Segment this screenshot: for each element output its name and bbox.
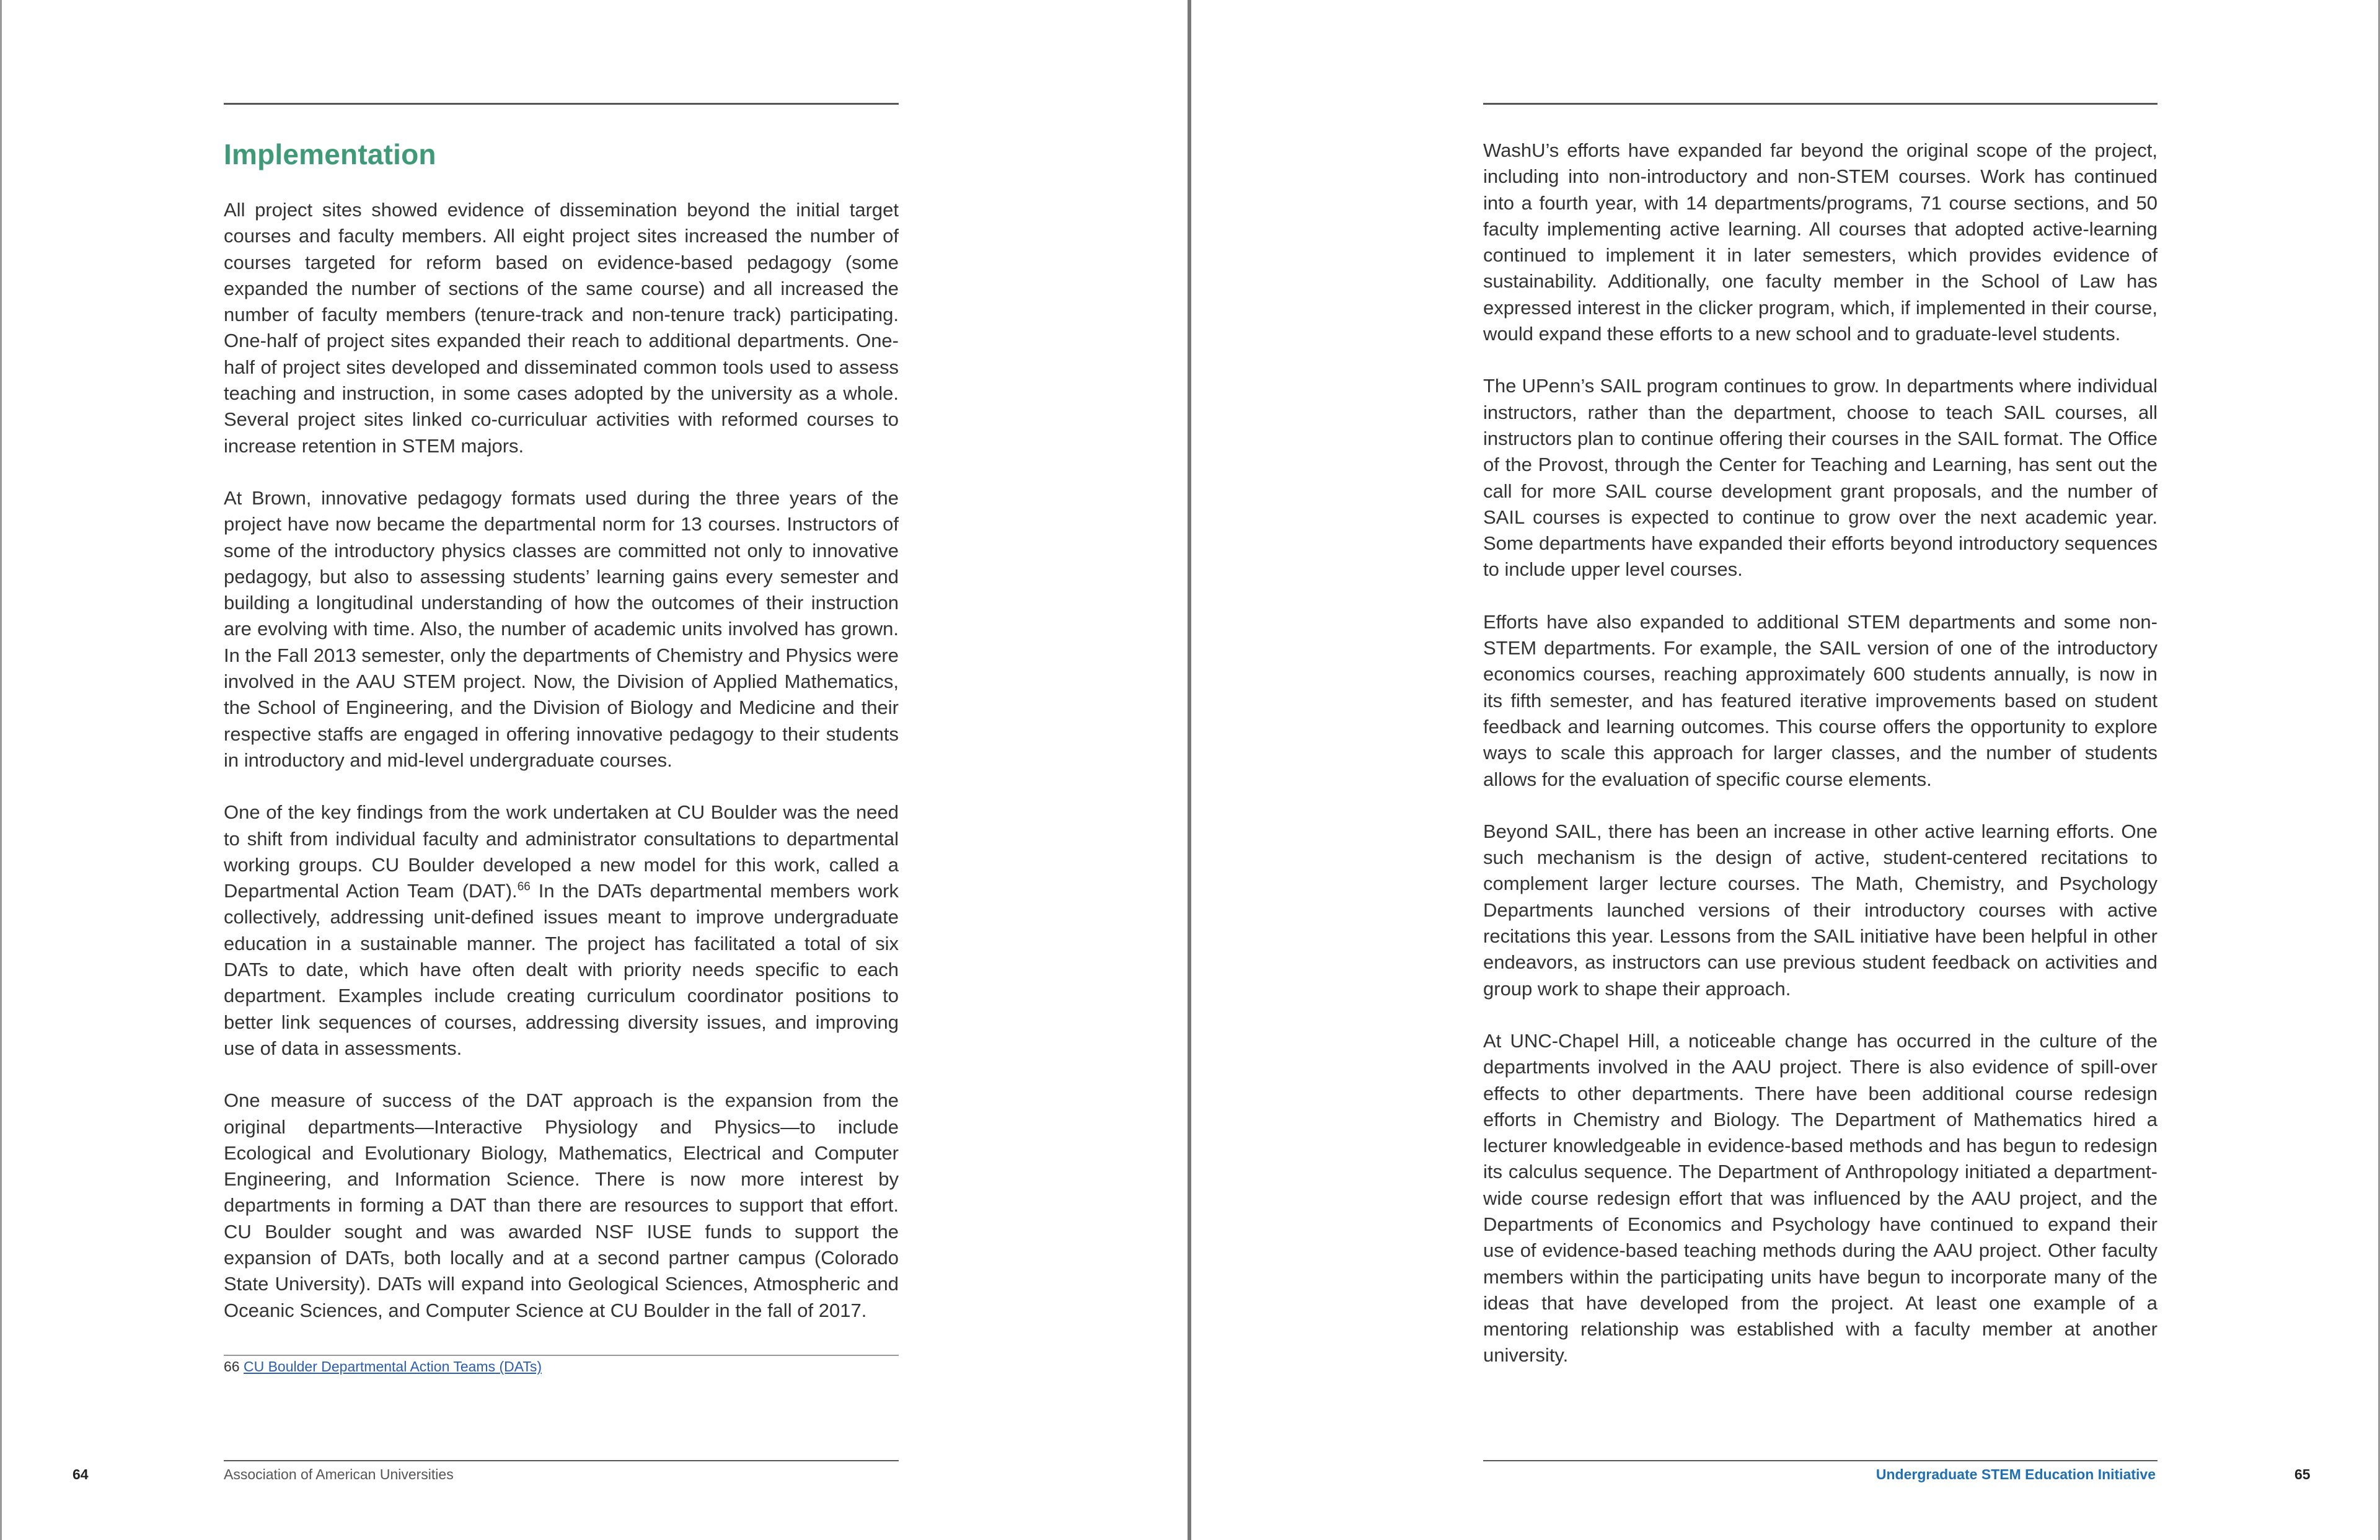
footer-publisher: Association of American Universities: [224, 1466, 454, 1482]
paragraph-dissemination: All project sites showed evidence of dissemination beyond the initial target courses and faculty members. All eight project sites increased the number of courses targeted for reform based on evidence-based pedagogy (some expanded the number of sections of the same course) and all increased the number of faculty members (tenure-track and non-tenure track) participating. One-half of project sites expanded their reach to additional departments. One-half of project sites developed and disseminated common tools used to assess teaching and instruction, in some cases adopted by the university as a whole. Several project sites linked co-curriculuar activities with reformed courses to increase retention in STEM majors.: [224, 199, 899, 457]
paragraph-unc: At UNC-Chapel Hill, a noticeable change has occurred in the culture of the departments involved in the AAU project. There is also evidence of spill-over effects to other departments. There have been additional course redesign efforts in Chemistry and Biology. The Department of Mathematics hired a lecturer knowledgeable in evidence-based methods and has begun to redesign its calculus sequence. The Department of Anthropology initiated a department-wide course redesign effort that was influenced by the AAU project, and the Departments of Economics and Psychology have continued to expand their use of evidence-based teaching methods during the AAU project. Other faculty members within the participating units have begun to incorporate many of the ideas that have developed from the project. At least one example of a mentoring relationship was established with a faculty member at another university.: [1483, 1029, 2157, 1366]
bottom-rule-left: [224, 1460, 899, 1461]
right-body-text: [1483, 138, 2157, 1395]
paragraph-upenn-sail: The UPenn’s SAIL program continues to grow. In departments where individual instructors, rather than the department, choose to teach SAIL courses, all instructors plan to continue offering their courses in the SAIL format. The Office of the Provost, through the Center for Teaching and Learning, has sent out the call for more SAIL course development grant proposals, and the number of SAIL courses is expected to continue to grow over the next academic year. Some departments have expanded their efforts beyond introductory sequences to include upper level courses.: [1483, 375, 2157, 581]
left-body-text: [224, 197, 899, 1350]
paragraph-washu: WashU’s efforts have expanded far beyond the original scope of the project, including into non-introductory and non-STEM courses. Work has continued into a fourth year, with 14 departments/programs, 71 course sections, and 50 faculty implementing active learning. All courses that adopted active-learning continued to implement it in later semesters, which provides evidence of sustainability. Additionally, one faculty member in the School of Law has expressed interest in the clicker program, which, if implemented in their course, would expand these efforts to a new school and to graduate-level students.: [1483, 139, 2157, 345]
paragraph-stem-expansion: Efforts have also expanded to additional STEM departments and some non-STEM departments. For example, the SAIL version of one of the introductory economics courses, reaching approximately 600 students annually, is now in its fifth semester, and has featured iterative improvements based on student feedback and learning outcomes. This course offers the opportunity to explore ways to scale this approach for larger classes, and the number of students allows for the evaluation of specific course elements.: [1483, 610, 2157, 790]
top-rule-right: [1483, 103, 2157, 105]
top-rule-left: [224, 103, 899, 105]
paragraph-cu-boulder: [224, 799, 899, 1062]
page-number-left: 64: [73, 1466, 89, 1482]
footnote-link[interactable]: CU Boulder Departmental Action Teams (DATs): [243, 1358, 542, 1375]
footer-initiative-title: Undergraduate STEM Education Initiative: [1875, 1466, 2156, 1482]
footnote-rule: [224, 1355, 899, 1356]
left-page: [0, 0, 1189, 1540]
paragraph-beyond-sail: Beyond SAIL, there has been an increase in other active learning efforts. One such mechanism is the design of active, student-centered recitations to complement larger lecture courses. The Math, Chemistry, and Psychology Departments launched versions of their introductory courses with active recitations this year. Lessons from the SAIL initiative have been helpful in other endeavors, as instructors can use previous student feedback on activities and group work to shape their approach.: [1483, 820, 2157, 1000]
paragraph-brown: At Brown, innovative pedagogy formats used during the three years of the project have now became the departmental norm for 13 courses. Instructors of some of the introductory physics classes are committed not only to innovative pedagogy, but also to assessing students’ learning gains every semester and building a longitudinal understanding of how the outcomes of their instruction are evolving with time. Also, the number of academic units involved has grown. In the Fall 2013 semester, only the departments of Chemistry and Physics were involved in the AAU STEM project. Now, the Division of Applied Mathematics, the School of Engineering, and the Division of Biology and Medicine and their respective staffs are engaged in offering innovative pedagogy to their students in introductory and mid-level undergraduate courses.: [224, 486, 899, 771]
footnote-number: 66: [224, 1358, 240, 1375]
bottom-rule-right: [1483, 1460, 2157, 1461]
footnote-reference[interactable]: 66: [517, 880, 531, 894]
paragraph-cu-boulder-part2: In the DATs departmental members work collectively, addressing unit-defined issues meant to improve undergraduate education in a sustainable manner. The project has facilitated a total of six DATs to date, which have often dealt with priority needs specific to each department. Examples include creating curriculum coordinator positions to better link sequences of courses, addressing diversity issues, and improving use of data in assessments.: [224, 880, 899, 1059]
page-number-right: 65: [2294, 1466, 2311, 1482]
footnote: [224, 1358, 542, 1375]
paragraph-dat-success: One measure of success of the DAT approach is the expansion from the original departments—Interactive Physiology and Physics—to include Ecological and Evolutionary Biology, Mathematics, Electrical and Computer Engineering, and Information Science. There is now more interest by departments in forming a DAT than there are resources to support that effort. CU Boulder sought and was awarded NSF IUSE funds to support the expansion of DATs, both locally and at a second partner campus (Colorado State University). DATs will expand into Geological Sciences, Atmospheric and Oceanic Sciences, and Computer Science at CU Boulder in the fall of 2017.: [224, 1089, 899, 1321]
section-heading: Implementation: [224, 138, 436, 170]
right-page: [1191, 0, 2380, 1540]
paragraph-cu-boulder-part1: One of the key findings from the work undertaken at CU Boulder was the need to shift from individual faculty and administrator consultations to departmental working groups. CU Boulder developed a new model for this work, called a Departmental Action Team (DAT).: [224, 801, 899, 902]
